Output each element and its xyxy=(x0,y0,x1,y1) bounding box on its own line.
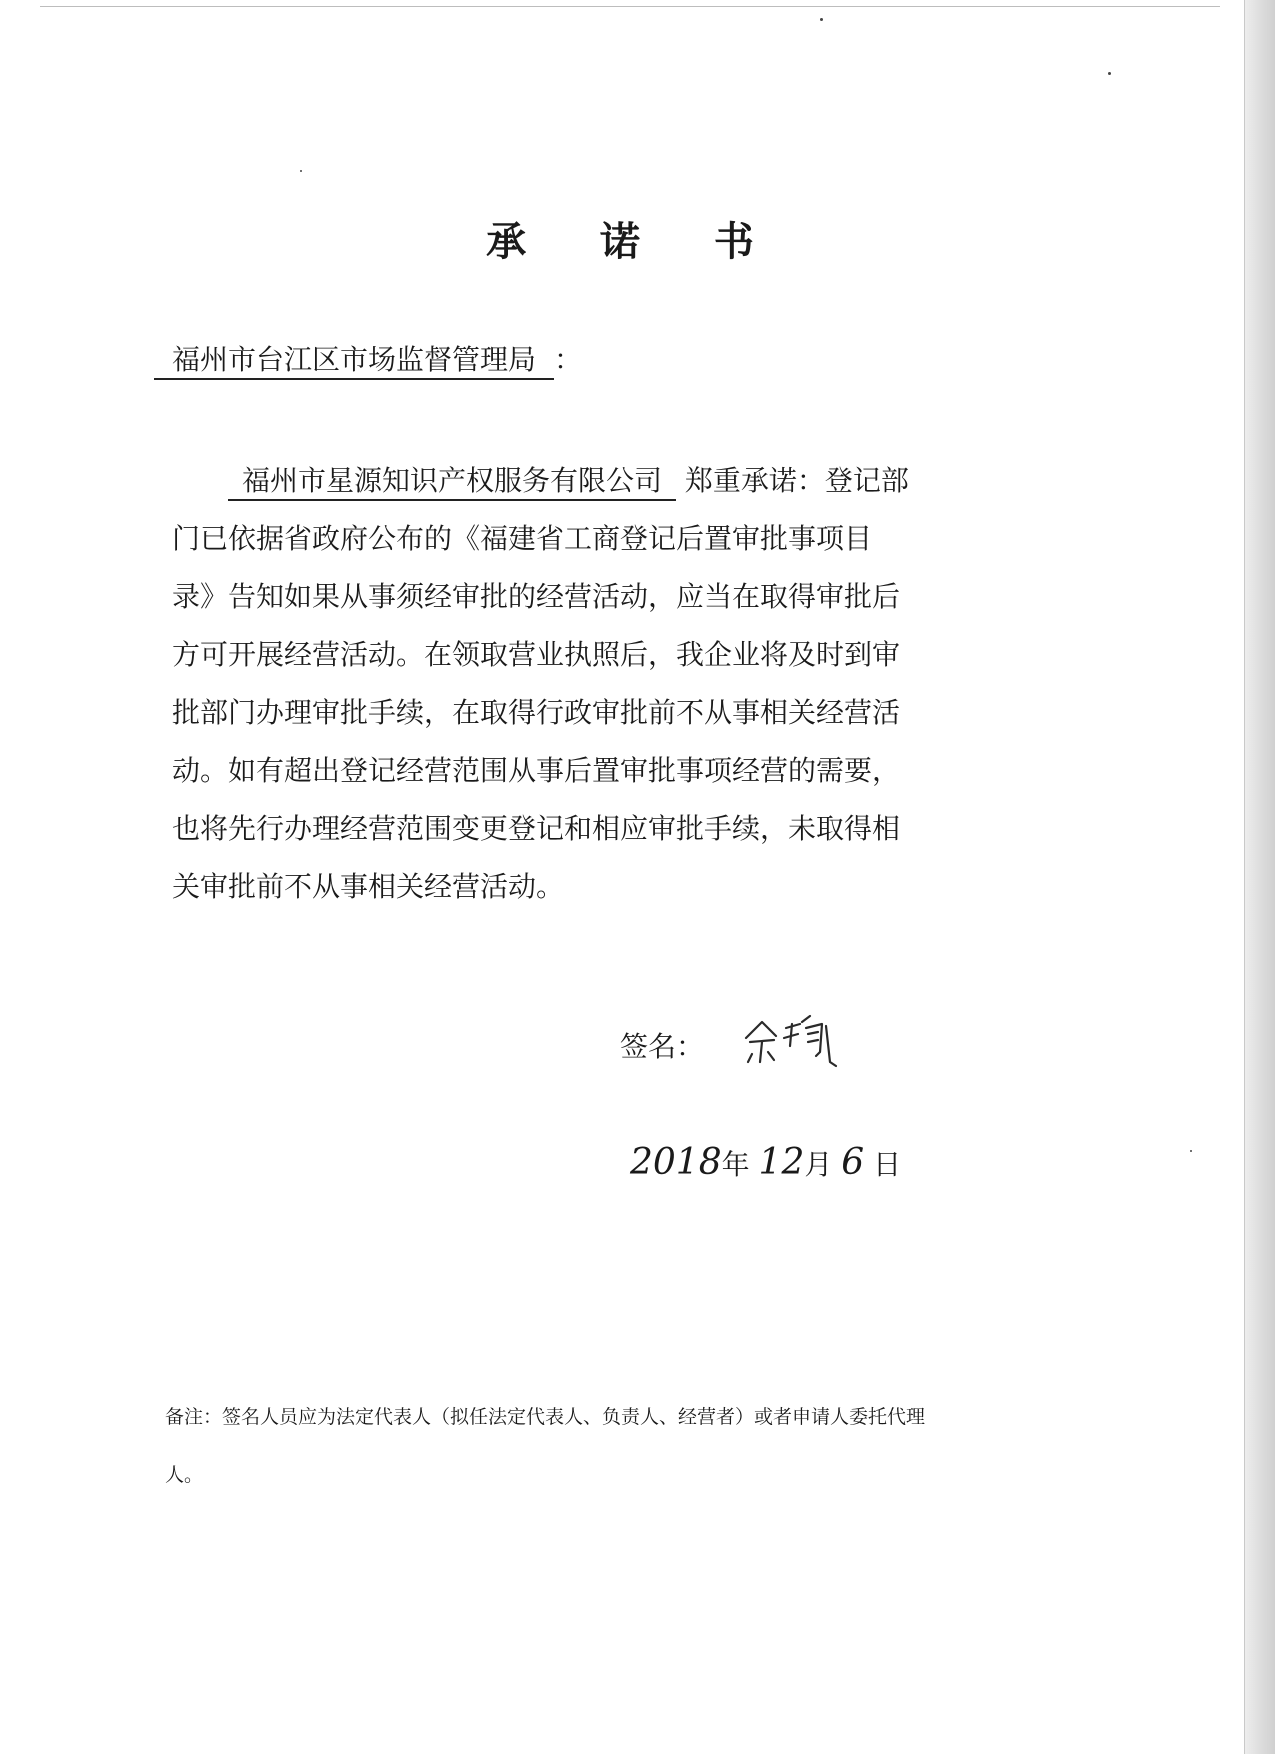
company-name: 福州市星源知识产权服务有限公司 xyxy=(228,464,676,501)
body-line-8: 关审批前不从事相关经营活动。 xyxy=(172,870,565,903)
date-day: 6 xyxy=(841,1142,865,1183)
commitment-body xyxy=(172,452,1072,916)
addressee-line xyxy=(172,338,582,378)
body-line-7: 也将先行办理经营范围变更登记和相应审批手续，未取得相 xyxy=(172,812,901,845)
body-line-first xyxy=(172,452,1072,510)
footnote-line-2: 人。 xyxy=(165,1464,204,1486)
footnote xyxy=(165,1388,1045,1504)
footnote-line-1: 备注：签名人员应为法定代表人（拟任法定代表人、负责人、经营者）或者申请人委托代理 xyxy=(165,1406,926,1428)
date-month-label: 月 xyxy=(804,1148,833,1181)
body-line-6: 动。如有超出登记经营范围从事后置审批事项经营的需要， xyxy=(172,754,901,787)
addressee-colon: ： xyxy=(554,343,583,376)
date-row xyxy=(630,1142,901,1183)
scan-speck xyxy=(820,18,823,21)
scan-paper-edge xyxy=(1244,0,1275,1754)
scan-speck xyxy=(1108,72,1111,75)
scan-speck xyxy=(1190,1150,1192,1152)
handwritten-signature xyxy=(740,1012,840,1072)
body-line-2: 门已依据省政府公布的《福建省工商登记后置审批事项目 xyxy=(172,522,873,555)
body-line-5: 批部门办理审批手续，在取得行政审批前不从事相关经营活 xyxy=(172,696,901,729)
scan-top-edge xyxy=(40,6,1220,7)
signature-label: 签名： xyxy=(620,1030,705,1063)
body-line-1: 郑重承诺：登记部 xyxy=(684,464,909,497)
date-year-label: 年 xyxy=(721,1148,750,1181)
body-line-3: 录》告知如果从事须经审批的经营活动，应当在取得审批后 xyxy=(172,580,901,613)
addressee-name: 福州市台江区市场监督管理局 xyxy=(154,343,554,380)
body-line-4: 方可开展经营活动。在领取营业执照后，我企业将及时到审 xyxy=(172,638,901,671)
signature-row xyxy=(620,1025,704,1065)
date-year: 2018 xyxy=(630,1142,722,1183)
date-month: 12 xyxy=(758,1142,805,1183)
scan-speck xyxy=(300,170,302,172)
document-title: 承 诺 书 xyxy=(486,219,784,265)
date-day-label: 日 xyxy=(873,1148,902,1181)
